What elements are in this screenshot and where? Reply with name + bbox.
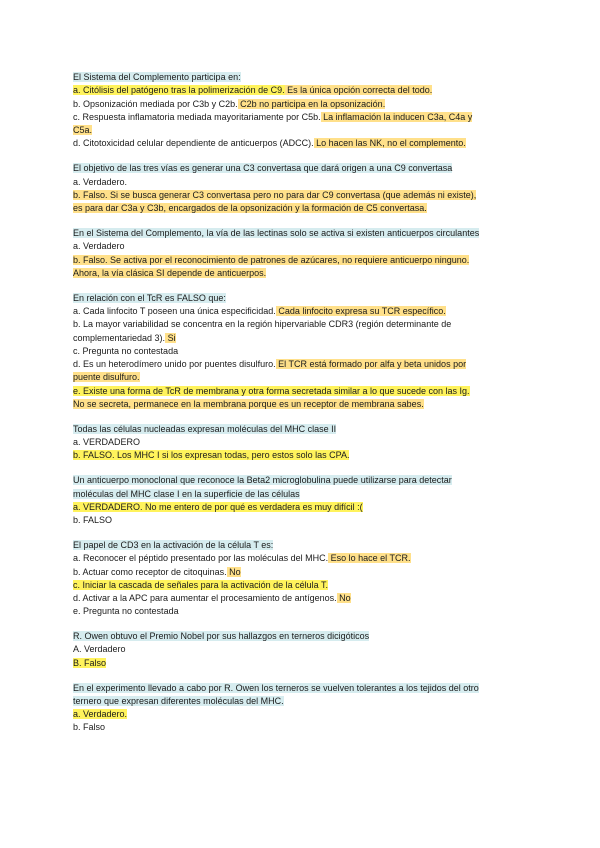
answer-note: Eso lo hace el TCR. xyxy=(328,553,411,564)
question-stem: El objetivo de las tres vías es generar una C3 convertasa que dará origen a una C9 convertasa xyxy=(73,163,453,174)
answer-option: a. Reconocer el péptido presentado por las moléculas del MHC. xyxy=(73,553,329,564)
answer-note: Cada linfocito expresa su TCR específico. xyxy=(275,305,446,316)
answer-note: El TCR está formado por alfa y beta unidos por xyxy=(275,359,467,370)
answer-option: b. La mayor variabilidad se concentra en la región hipervariable CDR3 (región determinante de xyxy=(73,319,452,330)
question-stem: En el Sistema del Complemento, la vía de las lectinas solo se activa si existen anticuerpos circulantes xyxy=(73,227,480,238)
answer-option: complementariedad 3). xyxy=(73,332,166,343)
quiz-content xyxy=(73,71,533,746)
question-4 xyxy=(73,292,533,412)
question-3 xyxy=(73,227,533,280)
answer-option-correct: a. VERDADERO. No me entero de por qué es verdadera es muy difícil :( xyxy=(73,501,363,512)
answer-option: b. Opsonización mediada por C3b y C2b. xyxy=(73,98,238,109)
answer-note: No xyxy=(226,566,241,577)
answer-option-correct: b. FALSO. Los MHC I si los expresan todas, pero estos solo las CPA. xyxy=(73,450,350,461)
answer-note: Si xyxy=(165,332,176,343)
question-7 xyxy=(73,539,533,619)
answer-option: a. Verdadero. xyxy=(73,176,128,187)
question-stem: En relación con el TcR es FALSO que: xyxy=(73,292,226,303)
question-stem: En el experimento llevado a cabo por R. Owen los terneros se vuelven tolerantes a los tejidos del otro xyxy=(73,682,479,693)
answer-option: c. Respuesta inflamatoria mediada mayoritariamente por C5b. xyxy=(73,111,321,122)
answer-option: A. Verdadero xyxy=(73,644,126,655)
answer-option: a. VERDADERO xyxy=(73,437,141,448)
answer-option: c. Pregunta no contestada xyxy=(73,345,179,356)
question-stem: R. Owen obtuvo el Premio Nobel por sus hallazgos en terneros dicigóticos xyxy=(73,631,370,642)
answer-note: La inflamación la inducen C3a, C4a y xyxy=(320,111,473,122)
answer-option: e. Pregunta no contestada xyxy=(73,606,179,617)
answer-option: a. Cada linfocito T poseen una única especificidad. xyxy=(73,305,276,316)
question-stem: El Sistema del Complemento participa en: xyxy=(73,72,241,82)
answer-option-correct: Ahora, la vía clásica SI depende de anticuerpos. xyxy=(73,267,267,278)
answer-note: C2b no participa en la opsonización. xyxy=(237,98,386,109)
answer-option-correct: c. Iniciar la cascada de señales para la activación de la célula T. xyxy=(73,579,328,590)
answer-note: No xyxy=(336,593,351,604)
answer-option: d. Activar a la APC para aumentar el procesamiento de antígenos. xyxy=(73,593,337,604)
answer-option-correct: b. Falso. Se activa por el reconocimiento de patrones de azúcares, no requiere anticuerpo ninguno. xyxy=(73,254,470,265)
question-stem: ternero que expresan diferentes moléculas del MHC. xyxy=(73,695,284,706)
question-stem: El papel de CD3 en la activación de la célula T es: xyxy=(73,539,274,550)
answer-option: d. Citotoxicidad celular dependiente de anticuerpos (ADCC). xyxy=(73,138,314,149)
question-stem: moléculas del MHC clase I en la superficie de las células xyxy=(73,488,300,499)
answer-note: puente disulfuro. xyxy=(73,372,140,383)
question-stem: Todas las células nucleadas expresan moléculas del MHC clase II xyxy=(73,423,337,434)
question-6 xyxy=(73,474,533,527)
question-2 xyxy=(73,162,533,215)
answer-option: b. Actuar como receptor de citoquinas. xyxy=(73,566,227,577)
answer-option-correct: B. Falso xyxy=(73,657,107,668)
answer-option-correct: b. Falso. Si se busca generar C3 convertasa pero no para dar C9 convertasa (que además ni existe), xyxy=(73,189,477,200)
question-8 xyxy=(73,630,533,670)
answer-option-correct: es para dar C3a y C3b, encargados de la opsonización y la formación de C5 convertasa. xyxy=(73,203,427,214)
answer-option: d. Es un heterodímero unido por puentes disulfuro. xyxy=(73,359,276,370)
answer-option-correct: a. Citólisis del patógeno tras la polimerización de C9. xyxy=(73,85,285,96)
answer-note: C5a. xyxy=(73,125,93,136)
answer-option-correct: e. Existe una forma de TcR de membrana y otra forma secretada similar a lo que sucede con las Ig. xyxy=(73,385,470,396)
answer-note: No se secreta, permanece en la membrana porque es un receptor de membrana sabes. xyxy=(73,399,424,410)
question-1 xyxy=(73,71,533,151)
question-9 xyxy=(73,682,533,735)
answer-option: a. Verdadero xyxy=(73,241,125,252)
answer-note: Es la única opción correcta del todo. xyxy=(284,85,433,96)
question-stem: Un anticuerpo monoclonal que reconoce la Beta2 microglobulina puede utilizarse para detectar xyxy=(73,475,452,486)
answer-option: b. FALSO xyxy=(73,515,113,526)
question-5 xyxy=(73,423,533,463)
answer-option: b. Falso xyxy=(73,722,106,733)
answer-option-correct: a. Verdadero. xyxy=(73,709,128,720)
answer-note: Lo hacen las NK, no el complemento. xyxy=(313,138,466,149)
